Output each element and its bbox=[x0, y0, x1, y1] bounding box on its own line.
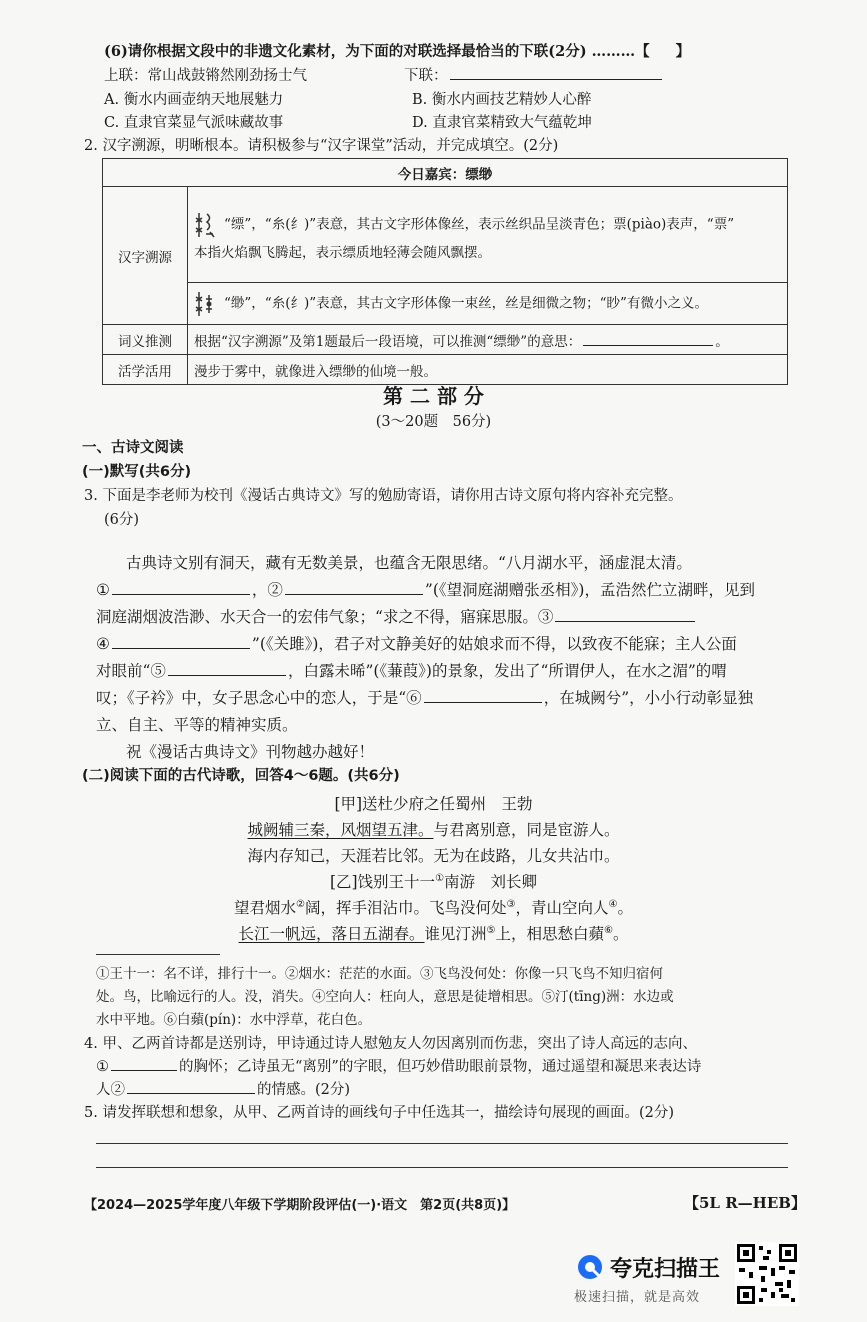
part2-title: 第 二 部 分 bbox=[383, 384, 484, 408]
q6-answer-blank[interactable] bbox=[450, 78, 662, 80]
row-label-origin: 汉字溯源 bbox=[103, 187, 188, 325]
qr-code-icon bbox=[735, 1242, 799, 1306]
q3-stem-line2: (6分) bbox=[104, 512, 140, 528]
quark-logo-icon bbox=[576, 1253, 604, 1281]
q3-para-line6: 叹；《子衿》中，女子思念心中的恋人，于是“⑥ ，在城阙兮”，小小行动彰显独 bbox=[96, 689, 754, 707]
blank-2[interactable] bbox=[285, 593, 423, 595]
q4-line2: ① 的胸怀；乙诗虽无“离别”的字眼，但巧妙借助眼前景物，通过遥望和凝思来表达诗 bbox=[96, 1059, 702, 1075]
ancient-glyph-piao-icon bbox=[194, 210, 216, 240]
q4-line3: 人② 的情感。(2分) bbox=[96, 1082, 351, 1098]
blank-3[interactable] bbox=[555, 620, 695, 622]
notes-line3: 水中平地。⑥白蘋(pín)：水中浮草，花白色。 bbox=[96, 1012, 372, 1028]
footer-code: 【5L R—HEB】 bbox=[684, 1194, 806, 1212]
meaning-row: 根据“汉字溯源”及第1题最后一段语境，可以推测“缥缈”的意思： 。 bbox=[188, 325, 788, 355]
usage-sentence: 漫步于雾中，就像进入缥缈的仙境一般。 bbox=[188, 355, 788, 385]
q6-stem: (6)请你根据文段中的非遗文化素材，为下面的对联选择最恰当的下联(2分) ………【 】 bbox=[104, 43, 691, 60]
section-heading: 一、古诗文阅读 bbox=[82, 440, 184, 456]
q4-blank-1[interactable] bbox=[111, 1069, 177, 1071]
q3-para-line8: 祝《漫话古典诗文》刊物越办越好！ bbox=[126, 743, 375, 761]
blank-4[interactable] bbox=[112, 647, 250, 649]
q4-line1: 4. 甲、乙两首诗都是送别诗，甲诗通过诗人慰勉友人勿因离别而伤悲，突出了诗人高远的志向、 bbox=[84, 1036, 697, 1052]
poem1-underlined-sentence: 城阙辅三秦，风烟望五津。 bbox=[247, 821, 434, 839]
poem2-line1: 望君烟水②阔，挥手泪沾巾。飞鸟没何处③，青山空向人④。 bbox=[234, 898, 633, 917]
hanzi-table bbox=[102, 158, 788, 385]
q6-lower-couplet: 下联： bbox=[404, 64, 664, 85]
miao-explanation: “缈”，“糸(纟)”表意，其古文字形体像一束丝，丝是细微之物；“眇”有微小之义。 bbox=[188, 283, 788, 325]
q3-para-line3: 洞庭湖烟波浩渺、水天合一的宏伟气象；“求之不得，寤寐思服。③ bbox=[96, 605, 697, 627]
notes-line2: 处。鸟，比喻远行的人。没，消失。④空向人：枉向人，意思是徒增相思。⑤汀(tīng)洲：水边或 bbox=[96, 989, 674, 1005]
q3-stem-line1: 3. 下面是李老师为校刊《漫话古典诗文》写的勉励寄语，请你用古诗文原句将内容补充完整。 bbox=[84, 488, 683, 504]
poem1-line1: 城阙辅三秦，风烟望五津。与君离别意，同是宦游人。 bbox=[247, 821, 620, 839]
subsection-poems: (二)阅读下面的古代诗歌，回答4～6题。(共6分) bbox=[82, 768, 400, 784]
part2-subtitle: (3～20题 56分) bbox=[375, 414, 492, 430]
row-label-meaning: 词义推测 bbox=[103, 325, 188, 355]
blank-6[interactable] bbox=[424, 701, 542, 703]
piao-explanation: “缥”，“糸(纟)”表意，其古文字形体像丝，表示丝织品呈淡青色；票(piào)表声，“票” 本指火焰飘飞腾起，表示缥质地轻薄会随风飘摆。 bbox=[188, 187, 788, 283]
q3-para-line1: 古典诗文别有洞天，藏有无数美景，也蕴含无限思绪。“八月湖水平，涵虚混太清。 bbox=[126, 554, 692, 572]
q6-option-a: A. 衡水内画壶纳天地展魅力 bbox=[104, 92, 284, 108]
q3-para-line2: ① ，② ”(《望洞庭湖赠张丞相》)，孟浩然伫立湖畔，见到 bbox=[96, 581, 755, 599]
poem1-line2: 海内存知己，天涯若比邻。无为在歧路，儿女共沾巾。 bbox=[247, 847, 620, 865]
scanner-brand: 夸克扫描王 bbox=[610, 1257, 721, 1282]
footer-info: 【2024—2025学年度八年级下学期阶段评估(一)·语文 第2页(共8页)】 bbox=[84, 1198, 516, 1213]
q6-option-d: D. 直隶官菜精致大气蕴乾坤 bbox=[412, 115, 592, 131]
blank-5[interactable] bbox=[168, 674, 286, 676]
poem2-underlined-sentence: 长江一帆远，落日五湖春。 bbox=[238, 925, 425, 943]
notes-line1: ①王十一：名不详，排行十一。②烟水：茫茫的水面。③飞鸟没何处：你像一只飞鸟不知归宿何 bbox=[96, 966, 663, 982]
q3-para-line4: ④ ”(《关雎》)，君子对文静美好的姑娘求而不得，以致夜不能寐；主人公面 bbox=[96, 635, 737, 653]
ancient-glyph-miao-icon bbox=[194, 289, 216, 319]
row-label-usage: 活学活用 bbox=[103, 355, 188, 385]
q6-upper-couplet: 上联：常山战鼓锵然刚劲扬士气 bbox=[104, 68, 307, 84]
scanner-slogan: 极速扫描，就是高效 bbox=[574, 1290, 701, 1305]
poem2-title: [乙]饯别王十一①南游 刘长卿 bbox=[329, 872, 538, 891]
notes-divider bbox=[96, 954, 220, 955]
q4-blank-2[interactable] bbox=[127, 1092, 255, 1094]
q2-stem: 2. 汉字溯源，明晰根本。请积极参与“汉字课堂”活动，并完成填空。(2分) bbox=[84, 138, 559, 154]
q3-para-line7: 立、自主、平等的精神实质。 bbox=[96, 716, 298, 734]
q5-stem: 5. 请发挥联想和想象，从甲、乙两首诗的画线句子中任选其一，描绘诗句展现的画面。(2分) bbox=[84, 1105, 674, 1121]
q6-option-c: C. 直隶官菜显气派味藏故事 bbox=[104, 115, 284, 131]
poem2-line2: 长江一帆远，落日五湖春。谁见汀洲⑤上，相思愁白蘋⑥。 bbox=[238, 924, 629, 943]
q5-answer-line-1[interactable] bbox=[96, 1142, 788, 1144]
poem1-title: [甲]送杜少府之任蜀州 王勃 bbox=[334, 795, 533, 813]
q6-option-b: B. 衡水内画技艺精妙人心醉 bbox=[412, 92, 592, 108]
q3-para-line5: 对眼前“⑤ ，白露未晞”(《蒹葭》)的景象，发出了“所谓伊人，在水之湄”的喟 bbox=[96, 662, 727, 680]
table-title: 今日嘉宾：缥缈 bbox=[103, 159, 788, 187]
subsection-dictation: (一)默写(共6分) bbox=[82, 464, 192, 480]
scanner-logo bbox=[576, 1253, 604, 1285]
q5-answer-line-2[interactable] bbox=[96, 1166, 788, 1168]
blank-1[interactable] bbox=[112, 593, 250, 595]
meaning-answer-blank[interactable] bbox=[583, 344, 713, 346]
